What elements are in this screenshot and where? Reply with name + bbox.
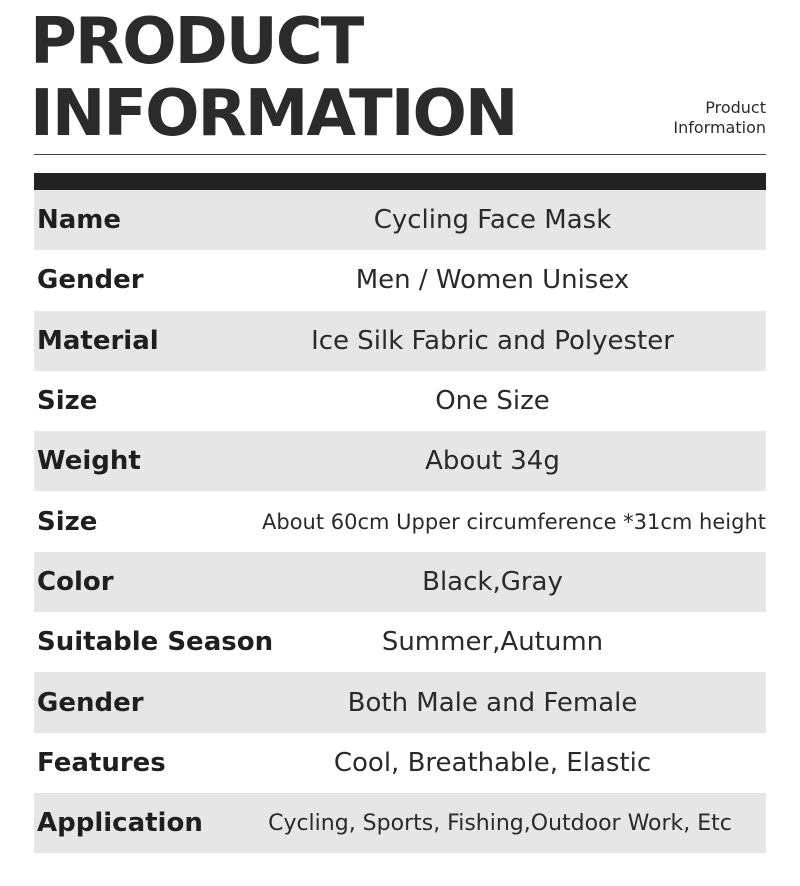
- row-value: Men / Women Unisex: [355, 265, 630, 296]
- row-label: Features: [37, 747, 166, 778]
- row-value: Both Male and Female: [347, 687, 638, 718]
- row-value: About 60cm Upper circumference *31cm height: [262, 509, 766, 534]
- row-value: About 34g: [425, 446, 560, 477]
- row-label: Gender: [37, 687, 144, 718]
- table-row: [34, 431, 766, 491]
- table-row: [34, 190, 766, 250]
- side-label: [673, 98, 766, 138]
- side-label-line2: Information: [673, 118, 766, 137]
- table-row: [34, 311, 766, 371]
- row-value: Cycling Face Mask: [373, 205, 612, 236]
- table-row: [34, 491, 766, 551]
- table-row: [34, 250, 766, 310]
- page-title: [30, 5, 517, 151]
- row-label: Suitable Season: [37, 627, 274, 658]
- row-value: Ice Silk Fabric and Polyester: [311, 325, 674, 356]
- row-label: Color: [37, 566, 114, 597]
- row-label: Application: [37, 808, 203, 839]
- divider-thick: [34, 173, 766, 190]
- row-value: Cycling, Sports, Fishing,Outdoor Work, Etc: [268, 810, 732, 836]
- title-line-information: INFORMATION: [30, 77, 517, 151]
- table-row: [34, 733, 766, 793]
- row-value: Summer,Autumn: [381, 627, 604, 658]
- row-label: Size: [37, 386, 98, 417]
- title-line-product: PRODUCT: [30, 5, 363, 79]
- table-row: [34, 793, 766, 853]
- row-value: Cool, Breathable, Elastic: [333, 747, 652, 778]
- row-label: Name: [37, 205, 122, 236]
- table-row: [34, 612, 766, 672]
- row-value: One Size: [435, 386, 550, 417]
- product-info-table: [34, 190, 766, 853]
- table-row: [34, 672, 766, 732]
- divider-thin: [34, 154, 766, 155]
- row-label: Material: [37, 325, 159, 356]
- row-label: Gender: [37, 265, 144, 296]
- row-value: Black,Gray: [422, 566, 563, 597]
- row-label: Weight: [37, 446, 141, 477]
- row-label: Size: [37, 506, 98, 537]
- side-label-line1: Product: [705, 98, 766, 117]
- table-row: [34, 371, 766, 431]
- table-row: [34, 552, 766, 612]
